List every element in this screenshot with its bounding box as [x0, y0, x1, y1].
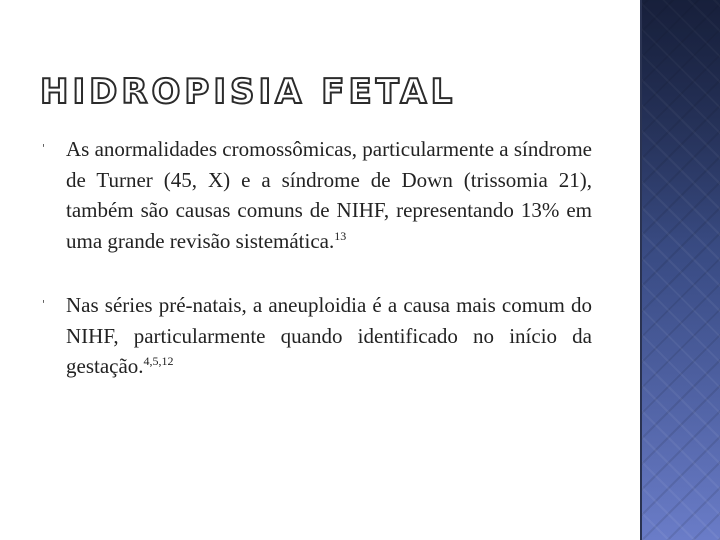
bullet-body: Nas séries pré-natais, a aneuploidia é a causa mais comum do NIHF, particularmente quando identificado no início da gestação. — [66, 293, 592, 378]
bullet-body: As anormalidades cromossômicas, particularmente a síndrome de Turner (45, X) e a síndrome de Down (trissomia 21), também são causas comuns de NIHF, representando 13% em uma grande revisão sistemática. — [66, 137, 593, 253]
bullet-marker-icon: ' — [42, 142, 46, 155]
citation-superscript: 13 — [334, 228, 347, 243]
bullet-item — [40, 290, 592, 382]
bullet-marker-icon: ' — [42, 298, 46, 311]
bullet-text — [66, 290, 592, 382]
bullet-item — [40, 134, 592, 256]
decorative-sidebar — [642, 0, 720, 540]
slide-title: HIDROPISIA FETAL — [40, 72, 457, 112]
bullet-list — [40, 134, 592, 382]
bullet-text — [66, 134, 592, 256]
citation-superscript: 4,5,12 — [143, 354, 174, 368]
